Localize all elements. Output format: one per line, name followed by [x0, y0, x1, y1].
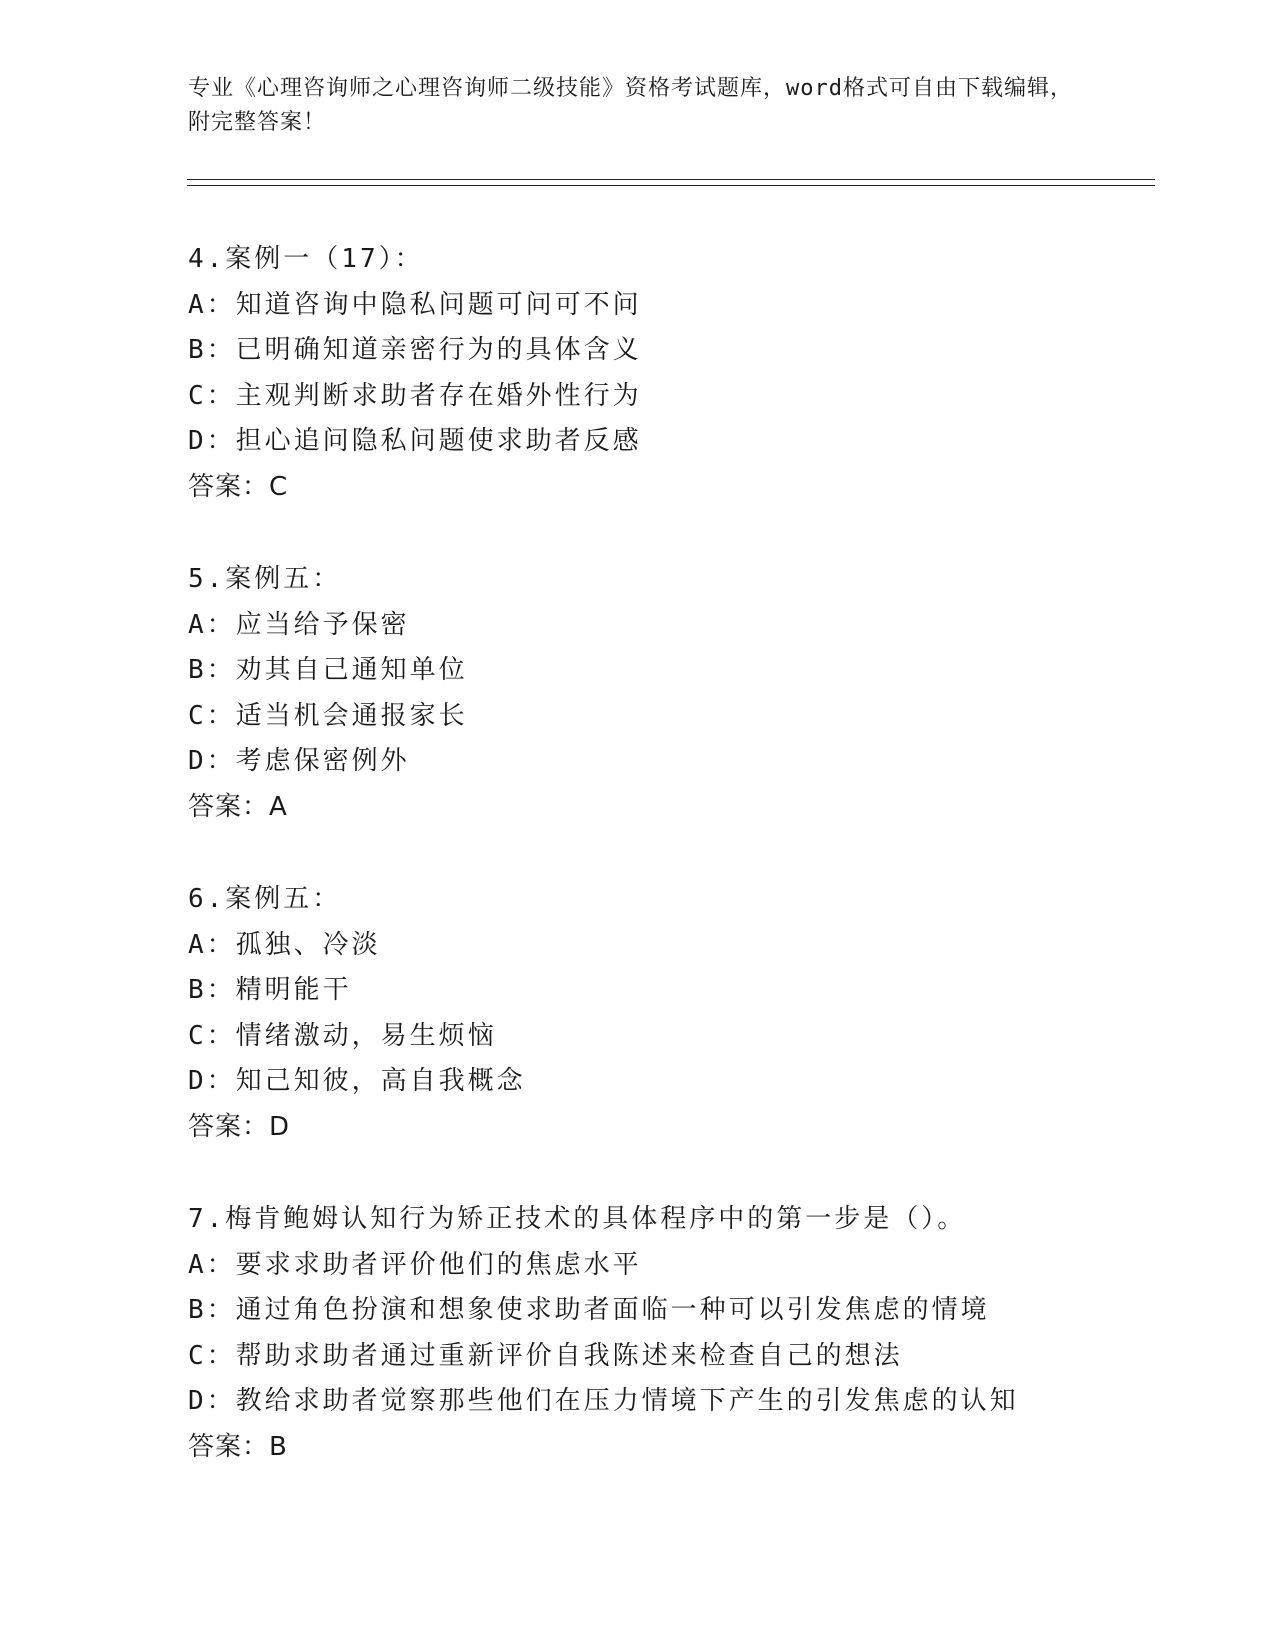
question-list [188, 237, 1188, 1470]
answer: 答案：B [188, 1431, 288, 1462]
option-b: B：精明能干 [188, 975, 352, 1005]
option-c: C：适当机会通报家长 [188, 700, 468, 731]
option-d: D：考虑保密例外 [188, 746, 410, 776]
answer: 答案：D [188, 1111, 291, 1142]
answer: 答案：C [188, 471, 289, 502]
option-a: A：应当给予保密 [188, 609, 410, 640]
question-title: 5.案例五： [188, 564, 342, 594]
option-b: B：劝其自己通知单位 [188, 655, 468, 685]
question-6 [188, 877, 1188, 1150]
spacer [188, 830, 1188, 877]
question-title: 6.案例五： [188, 884, 342, 914]
option-b: B：已明确知道亲密行为的具体含义 [188, 335, 642, 365]
question-4 [188, 237, 1188, 510]
option-a: A：知道咨询中隐私问题可问可不问 [188, 289, 642, 320]
option-c: C：帮助求助者通过重新评价自我陈述来检查自己的想法 [188, 1340, 903, 1371]
option-a: A：孤独、冷淡 [188, 929, 381, 960]
header-divider-top [187, 179, 1155, 180]
option-b: B：通过角色扮演和想象使求助者面临一种可以引发焦虑的情境 [188, 1295, 990, 1325]
header-divider-bottom [187, 185, 1155, 186]
question-title: 4.案例一（17）： [188, 244, 424, 274]
spacer [188, 510, 1188, 557]
answer: 答案：A [188, 791, 288, 822]
option-c: C：主观判断求助者存在婚外性行为 [188, 380, 642, 411]
option-d: D：教给求助者觉察那些他们在压力情境下产生的引发焦虑的认知 [188, 1386, 1019, 1416]
spacer [188, 1150, 1188, 1197]
question-5 [188, 557, 1188, 830]
question-7 [188, 1197, 1188, 1470]
document-header: 专业《心理咨询师之心理咨询师二级技能》资格考试题库，word格式可自由下载编辑，附完整答案！ [188, 76, 1073, 135]
option-c: C：情绪激动，易生烦恼 [188, 1020, 497, 1051]
question-title: 7.梅肯鲍姆认知行为矫正技术的具体程序中的第一步是（）。 [188, 1204, 967, 1234]
option-d: D：担心追问隐私问题使求助者反感 [188, 426, 642, 456]
option-a: A：要求求助者评价他们的焦虑水平 [188, 1249, 642, 1280]
option-d: D：知己知彼，高自我概念 [188, 1066, 526, 1096]
